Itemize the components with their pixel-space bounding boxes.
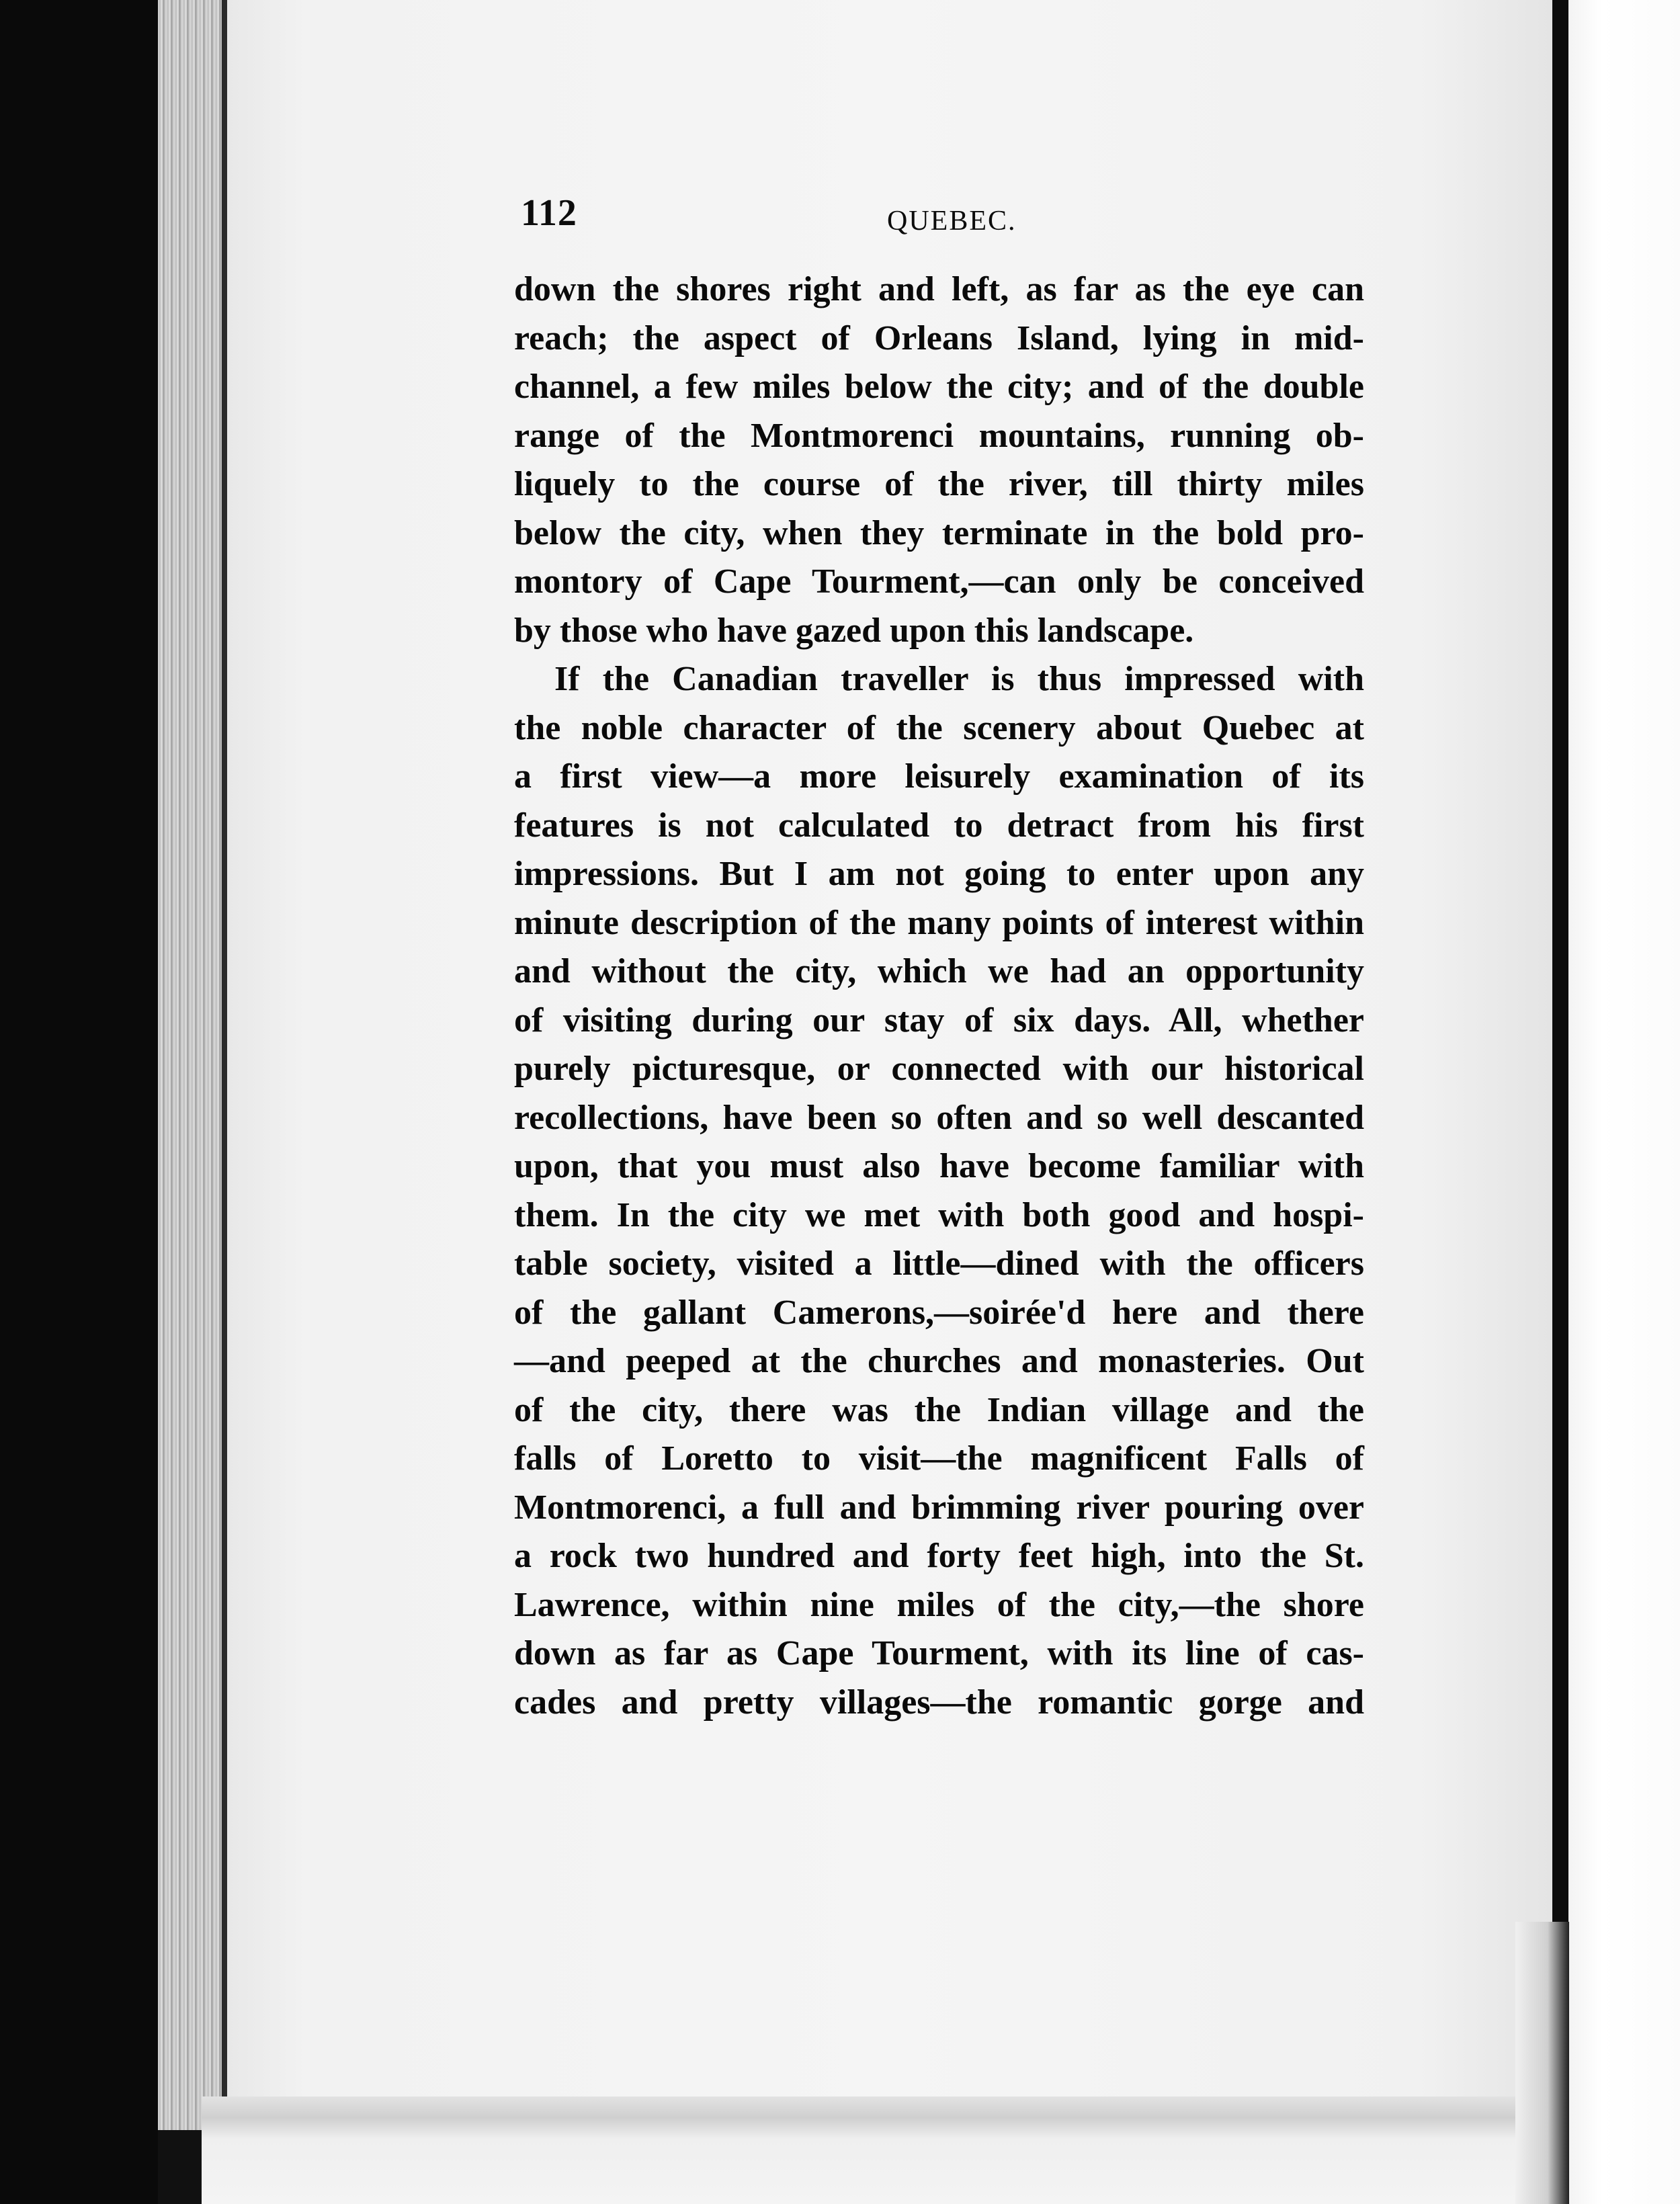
text-line: down the shores right and left, as far as the eye can — [514, 270, 1364, 308]
text-line: of visiting during our stay of six days. All, whether — [514, 1001, 1364, 1040]
scanner-background-right — [1568, 0, 1680, 2204]
text-line: upon, that you must also have become familiar with — [514, 1147, 1364, 1185]
text-line: the noble character of the scenery about Quebec at — [514, 708, 1364, 747]
text-line: range of the Montmorenci mountains, running ob- — [514, 416, 1364, 455]
book-page-edges — [158, 0, 222, 2130]
text-line: features is not calculated to detract from his first — [514, 806, 1364, 845]
text-line: of the city, there was the Indian village and the — [514, 1390, 1364, 1429]
text-line: below the city, when they terminate in the bold pro- — [514, 513, 1364, 552]
text-line: liquely to the course of the river, till thirty miles — [514, 465, 1364, 503]
text-line: minute description of the many points of interest within — [514, 903, 1364, 942]
text-line: down as far as Cape Tourment, with its line of cas- — [514, 1634, 1364, 1672]
text-line: Lawrence, within nine miles of the city,—the shore — [514, 1585, 1364, 1624]
gutter-shadow — [1552, 0, 1568, 2016]
text-line: recollections, have been so often and so well descanted — [514, 1098, 1364, 1137]
text-line: of the gallant Camerons,—soirée'd here and there — [514, 1293, 1364, 1332]
body-text — [514, 265, 1364, 1727]
text-line: cades and pretty villages—the romantic gorge and — [514, 1683, 1364, 1722]
text-line: purely picturesque, or connected with our historical — [514, 1050, 1364, 1088]
text-line: montory of Cape Tourment,—can only be conceived — [514, 562, 1364, 601]
running-head — [521, 192, 1354, 245]
text-line: impressions. But I am not going to enter upon any — [514, 855, 1364, 893]
text-line: them. In the city we met with both good and hospi- — [514, 1195, 1364, 1234]
text-line: Montmorenci, a full and brimming river pouring over — [514, 1488, 1364, 1527]
text-line: —and peeped at the churches and monasteries. Out — [514, 1342, 1364, 1380]
text-line: table society, visited a little—dined with the officers — [514, 1244, 1364, 1283]
page-bottom-edge — [202, 2096, 1552, 2204]
text-line: by those who have gazed upon this landscape. — [514, 611, 1194, 650]
text-line: a first view—a more leisurely examination of its — [514, 757, 1364, 796]
page-number: 112 — [521, 192, 577, 234]
text-line: a rock two hundred and forty feet high, into the St. — [514, 1537, 1364, 1575]
paragraph-first-line: If the Canadian traveller is thus impressed with — [554, 660, 1364, 698]
running-title: QUEBEC. — [887, 206, 1017, 237]
scanner-background-left — [0, 0, 158, 2204]
page-corner-curl — [1515, 1922, 1569, 2204]
text-line: channel, a few miles below the city; and of the double — [514, 368, 1364, 406]
text-line: and without the city, which we had an opportunity — [514, 952, 1364, 990]
text-line: reach; the aspect of Orleans Island, lying in mid- — [514, 319, 1364, 357]
text-line: falls of Loretto to visit—the magnificent Falls of — [514, 1439, 1364, 1478]
